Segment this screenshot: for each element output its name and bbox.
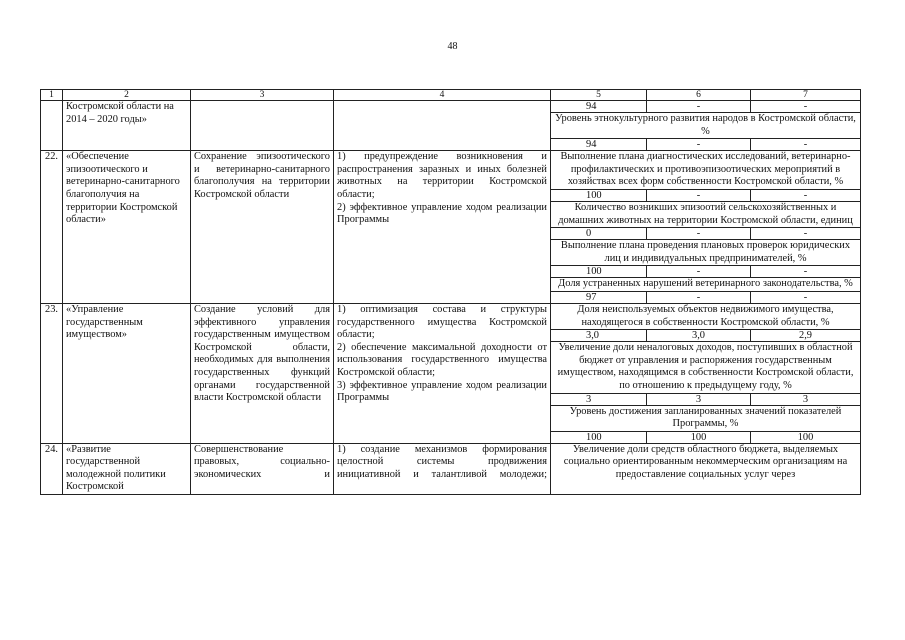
header-cell: 6 <box>647 90 751 101</box>
header-cell: 5 <box>551 90 647 101</box>
indicator-name: Доля неиспользуемых объектов недвижимого имущества, находящегося в собственности Костромской области, % <box>551 303 861 329</box>
indicator-name: Уровень достижения запланированных значений показателей Программы, % <box>551 405 861 431</box>
indicator-value: - <box>647 228 751 240</box>
indicator-value: 3,0 <box>647 330 751 342</box>
program-name: «Обеспечение эпизоотического и ветеринарно-санитарного благополучия на территории Костромской области» <box>63 151 191 304</box>
header-row <box>41 90 861 101</box>
indicator-value: - <box>647 139 751 151</box>
program-tasks: 1) предупреждение возникновения и распространения заразных и иных болезней животных на территории Костромской области; 2) эффективное управление ходом реализации Программы <box>334 151 551 304</box>
indicator-value: 100 <box>647 431 751 443</box>
indicator-value: - <box>647 291 751 303</box>
row-number <box>41 101 63 151</box>
row-number: 22. <box>41 151 63 304</box>
indicator-value: - <box>751 189 861 201</box>
indicator-value: - <box>751 266 861 278</box>
indicator-value: 94 <box>551 139 647 151</box>
program-tasks <box>334 101 551 151</box>
indicator-name: Выполнение плана проведения плановых проверок юридических лиц и индивидуальных предпринимателей, % <box>551 240 861 266</box>
row-number: 23. <box>41 303 63 443</box>
header-cell: 3 <box>191 90 334 101</box>
page-number: 48 <box>447 41 458 52</box>
table-row <box>41 151 861 190</box>
program-tasks: 1) оптимизация состава и структуры государственного имущества Костромской области; 2) обеспечение максимальной доходности от использования государственного имущества Костромской области; 3) эффективное управление ходом реализации Программы <box>334 303 551 443</box>
indicator-value: - <box>751 228 861 240</box>
indicator-value: - <box>647 101 751 113</box>
indicator-name: Доля устраненных нарушений ветеринарного законодательства, % <box>551 278 861 292</box>
indicator-value: 100 <box>551 189 647 201</box>
header-cell: 4 <box>334 90 551 101</box>
indicator-value: - <box>647 189 751 201</box>
indicator-value: 100 <box>751 431 861 443</box>
program-goal <box>191 101 334 151</box>
indicator-value: 3 <box>751 393 861 405</box>
header-cell: 2 <box>63 90 191 101</box>
table-row <box>41 443 861 494</box>
program-goal: Сохранение эпизоотического и ветеринарно-санитарного благополучия на территории Костромской области <box>191 151 334 304</box>
indicator-value: - <box>751 291 861 303</box>
header-cell: 7 <box>751 90 861 101</box>
indicator-value: 0 <box>551 228 647 240</box>
table-row <box>41 101 861 113</box>
program-name: «Управление государственным имуществом» <box>63 303 191 443</box>
program-goal: Создание условий для эффективного управления государственным имуществом Костромской области, необходимых для выполнения государственных функций органами государственной власти Костромской области <box>191 303 334 443</box>
indicator-value: 100 <box>551 266 647 278</box>
indicator-name: Увеличение доли неналоговых доходов, поступивших в областной бюджет от управления и распоряжения государственным имуществом, находящимся в собственности Костромской области, по отношению к предыдущему году, % <box>551 342 861 393</box>
indicator-value: - <box>751 139 861 151</box>
header-cell: 1 <box>41 90 63 101</box>
indicator-value: 94 <box>551 101 647 113</box>
program-table <box>40 89 861 495</box>
indicator-value: 2,9 <box>751 330 861 342</box>
indicator-value: 3 <box>551 393 647 405</box>
indicator-value: 3,0 <box>551 330 647 342</box>
program-name: «Развитие государственной молодежной политики Костромской <box>63 443 191 494</box>
indicator-value: 97 <box>551 291 647 303</box>
indicator-value: 100 <box>551 431 647 443</box>
indicator-name: Количество возникших эпизоотий сельскохозяйственных и домашних животных на территории Костромской области, единиц <box>551 201 861 227</box>
row-number: 24. <box>41 443 63 494</box>
table-row <box>41 303 861 329</box>
indicator-value: 3 <box>647 393 751 405</box>
program-name: Костромской области на 2014 – 2020 годы» <box>63 101 191 151</box>
program-tasks: 1) создание механизмов формирования целостной системы продвижения инициативной и талантливой молодежи; <box>334 443 551 494</box>
program-goal: Совершенствование правовых, социально-экономических и <box>191 443 334 494</box>
indicator-name: Выполнение плана диагностических исследований, ветеринарно-профилактических и противоэпизоотических мероприятий в хозяйствах всех форм собственности Костромской области, % <box>551 151 861 190</box>
indicator-value: - <box>647 266 751 278</box>
indicator-name: Уровень этнокультурного развития народов в Костромской области, % <box>551 113 861 139</box>
indicator-value: - <box>751 101 861 113</box>
indicator-name: Увеличение доли средств областного бюджета, выделяемых социально ориентированным некоммерческим организациям на предоставление социальных услуг через <box>551 443 861 494</box>
